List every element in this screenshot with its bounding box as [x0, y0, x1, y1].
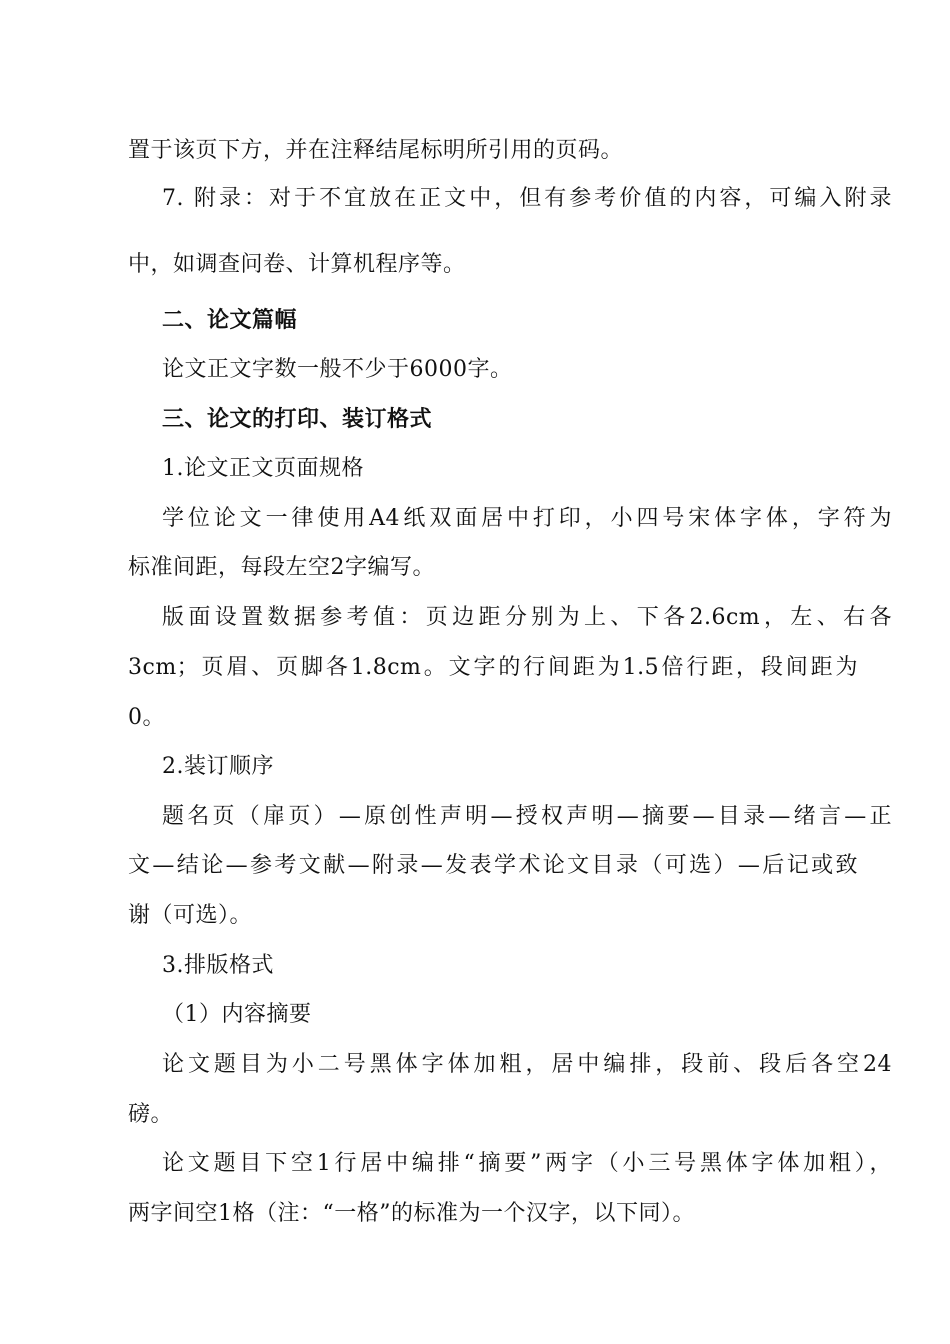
section-heading-length: 二、论文篇幅 [162, 307, 298, 333]
subheading-layout-format: 3.排版格式 [162, 953, 274, 978]
text-line-spacing: 标准间距，每段左空2字编写。 [128, 555, 435, 580]
text-line-header-footer: 3cm；页眉、页脚各1.8cm。文字的行间距为1.5倍行距，段间距为 [128, 655, 858, 680]
text-line-order-2: 文—结论—参考文献—附录—发表学术论文目录（可选）—后记或致 [128, 853, 858, 878]
text-line-paragraph-spacing: 0。 [128, 705, 165, 730]
text-line-abstract-label: 论文题目下空1行居中编排“摘要”两字（小三号黑体字体加粗）， [162, 1151, 892, 1176]
subheading-page-spec: 1.论文正文页面规格 [162, 456, 364, 481]
document-page [128, 0, 892, 1344]
text-line-margins: 版面设置数据参考值：页边距分别为上、下各2.6cm，左、右各 [162, 605, 892, 630]
text-line-title-format: 论文题目为小二号黑体字体加粗，居中编排，段前、段后各空24 [162, 1052, 892, 1077]
text-line-a4-paper: 学位论文一律使用A4纸双面居中打印，小四号宋体字体，字符为 [162, 506, 892, 531]
section-heading-print-format: 三、论文的打印、装订格式 [162, 406, 433, 432]
text-line-abstract-label-cont: 两字间空1格（注：“一格”的标准为一个汉字，以下同）。 [128, 1201, 695, 1226]
text-line-appendix-cont: 中，如调查问卷、计算机程序等。 [128, 252, 466, 277]
text-line-word-count: 论文正文字数一般不少于6000字。 [162, 357, 513, 382]
subheading-abstract: （1）内容摘要 [162, 1002, 312, 1027]
subheading-binding-order: 2.装订顺序 [162, 754, 274, 779]
text-line-appendix: 7. 附录：对于不宜放在正文中，但有参考价值的内容，可编入附录 [162, 186, 892, 211]
text-line-order-3: 谢（可选）。 [128, 903, 253, 928]
text-line-title-format-cont: 磅。 [128, 1102, 174, 1127]
text-line-notes-end: 置于该页下方，并在注释结尾标明所引用的页码。 [128, 138, 624, 163]
text-line-order-1: 题名页（扉页）—原创性声明—授权声明—摘要—目录—绪言—正 [162, 804, 892, 829]
